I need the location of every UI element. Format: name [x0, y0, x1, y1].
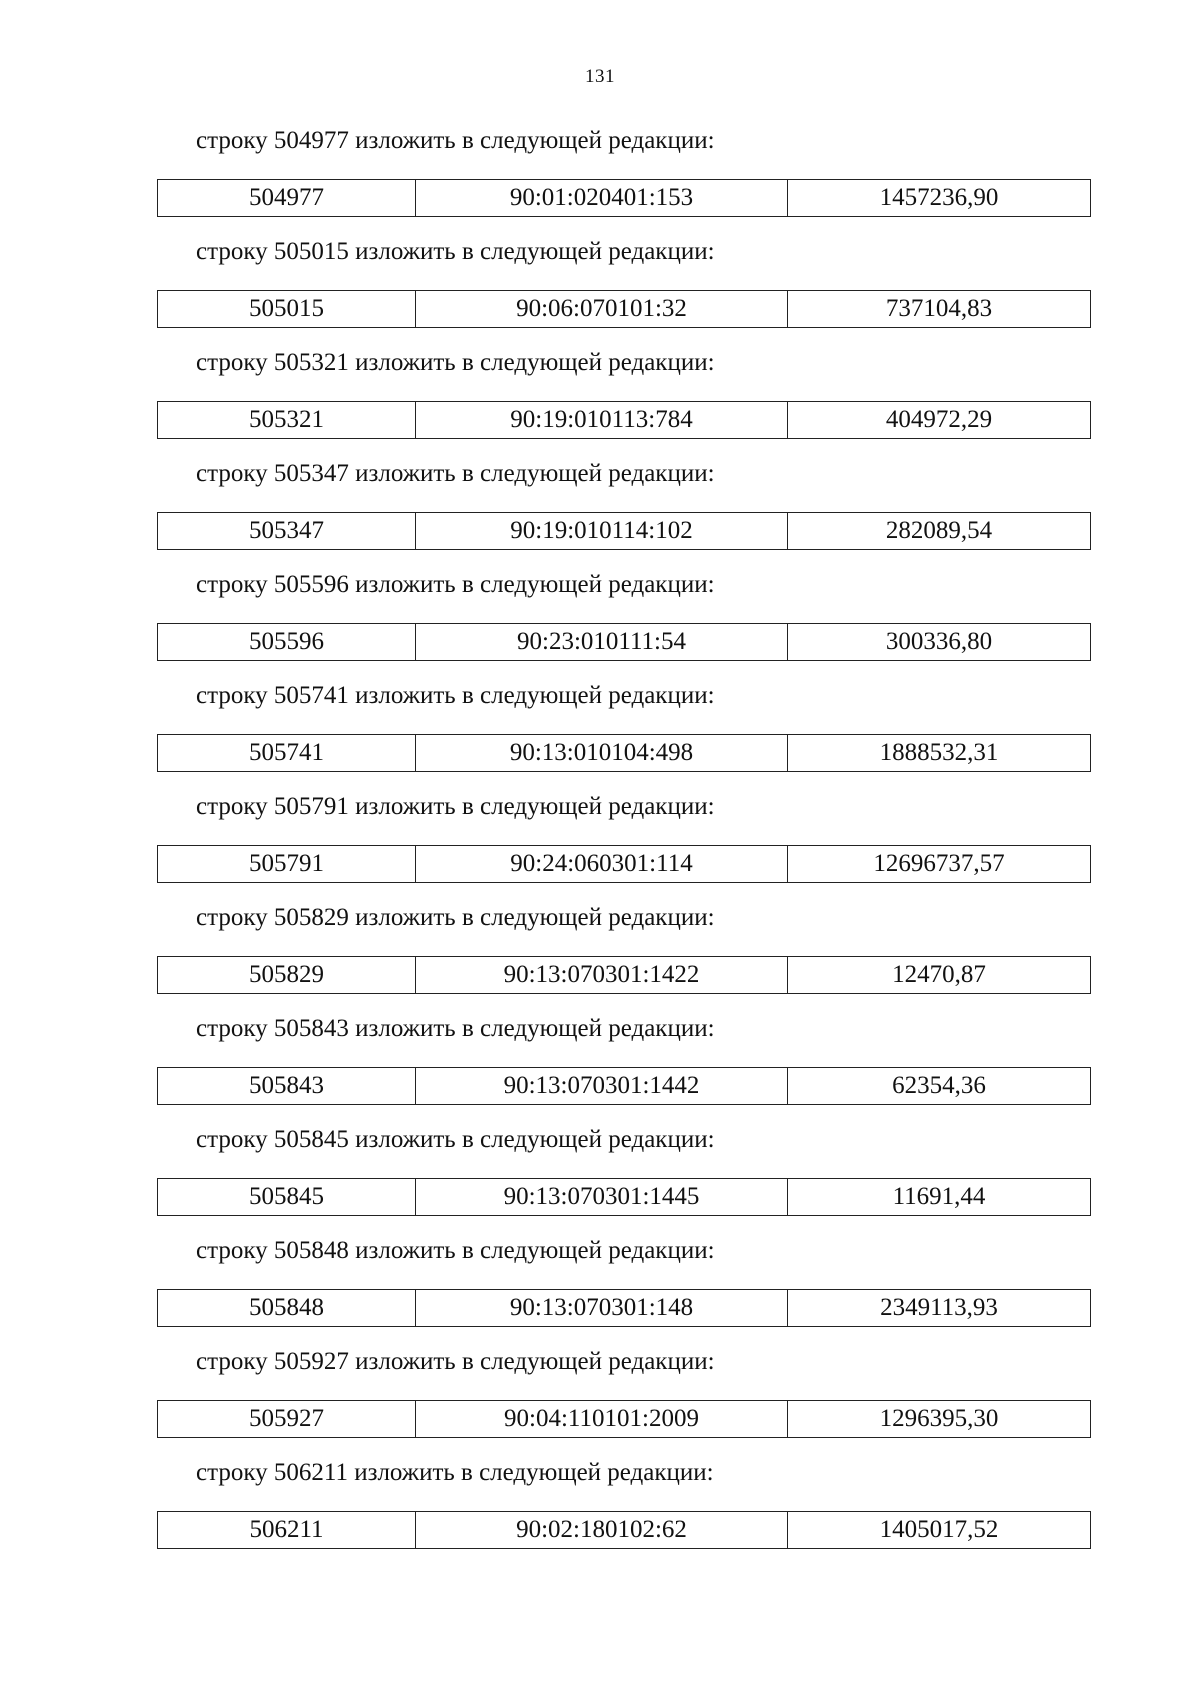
table-row [157, 512, 1091, 550]
amendment-instruction: строку 505791 изложить в следующей редакции: [196, 793, 715, 820]
table-row [157, 734, 1091, 772]
table-row [157, 1511, 1091, 1549]
cadastral-value-cell: 1888532,31 [879, 739, 999, 766]
table-row [157, 1178, 1091, 1216]
cadastral-number-cell: 90:23:010111:54 [416, 624, 788, 660]
amendment-instruction: строку 505741 изложить в следующей редакции: [196, 682, 715, 709]
cadastral-number-cell: 90:01:020401:153 [416, 180, 788, 216]
row-number-cell: 505596 [158, 624, 416, 660]
cadastral-value-cell: 300336,80 [885, 628, 993, 655]
amendment-instruction: строку 505848 изложить в следующей редакции: [196, 1237, 715, 1264]
cadastral-value-cell: 404972,29 [885, 406, 993, 433]
row-number-cell: 505321 [158, 402, 416, 438]
cadastral-number-cell: 90:13:010104:498 [416, 735, 788, 771]
amendment-instruction: строку 505015 изложить в следующей редакции: [196, 238, 715, 265]
table-row [157, 401, 1091, 439]
row-number-cell: 505791 [158, 846, 416, 882]
table-row [157, 956, 1091, 994]
amendment-instruction: строку 505927 изложить в следующей редакции: [196, 1348, 715, 1375]
amendment-entry [0, 448, 1200, 559]
amendment-instruction: строку 505347 изложить в следующей редакции: [196, 460, 715, 487]
cadastral-value-cell: 282089,54 [885, 517, 993, 544]
amendment-instruction: строку 505596 изложить в следующей редакции: [196, 571, 715, 598]
cadastral-number-cell: 90:19:010113:784 [416, 402, 788, 438]
amendment-entry [0, 670, 1200, 781]
cadastral-number-cell: 90:06:070101:32 [416, 291, 788, 327]
table-row [157, 1289, 1091, 1327]
amendment-list [0, 115, 1200, 1558]
cadastral-number-cell: 90:13:070301:148 [416, 1290, 788, 1326]
row-number-cell: 505829 [158, 957, 416, 993]
cadastral-value-cell: 12470,87 [892, 961, 986, 988]
amendment-entry [0, 1225, 1200, 1336]
cadastral-value-cell: 1296395,30 [879, 1405, 999, 1432]
cadastral-value-cell: 2349113,93 [880, 1294, 998, 1321]
cadastral-value-cell: 11691,44 [892, 1183, 986, 1210]
row-number-cell: 505741 [158, 735, 416, 771]
row-number-cell: 505347 [158, 513, 416, 549]
amendment-instruction: строку 505843 изложить в следующей редакции: [196, 1015, 715, 1042]
amendment-instruction: строку 505845 изложить в следующей редакции: [196, 1126, 715, 1153]
page-number: 131 [585, 66, 615, 87]
amendment-entry [0, 781, 1200, 892]
table-row [157, 1067, 1091, 1105]
row-number-cell: 505843 [158, 1068, 416, 1104]
amendment-entry [0, 115, 1200, 226]
amendment-entry [0, 1447, 1200, 1558]
amendment-instruction: строку 506211 изложить в следующей редакции: [196, 1459, 714, 1486]
cadastral-value-cell: 1457236,90 [879, 184, 999, 211]
amendment-entry [0, 337, 1200, 448]
table-row [157, 845, 1091, 883]
row-number-cell: 506211 [158, 1512, 416, 1548]
cadastral-number-cell: 90:24:060301:114 [416, 846, 788, 882]
cadastral-number-cell: 90:02:180102:62 [416, 1512, 788, 1548]
cadastral-number-cell: 90:13:070301:1445 [416, 1179, 788, 1215]
cadastral-value-cell: 737104,83 [885, 295, 993, 322]
cadastral-value-cell: 62354,36 [892, 1072, 986, 1099]
table-row [157, 290, 1091, 328]
amendment-entry [0, 1336, 1200, 1447]
amendment-entry [0, 559, 1200, 670]
table-row [157, 179, 1091, 217]
amendment-entry [0, 1003, 1200, 1114]
amendment-entry [0, 226, 1200, 337]
cadastral-value-cell: 1405017,52 [879, 1516, 999, 1543]
row-number-cell: 505015 [158, 291, 416, 327]
row-number-cell: 505845 [158, 1179, 416, 1215]
amendment-instruction: строку 505321 изложить в следующей редакции: [196, 349, 715, 376]
amendment-instruction: строку 504977 изложить в следующей редакции: [196, 127, 715, 154]
table-row [157, 623, 1091, 661]
row-number-cell: 505848 [158, 1290, 416, 1326]
amendment-instruction: строку 505829 изложить в следующей редакции: [196, 904, 715, 931]
row-number-cell: 504977 [158, 180, 416, 216]
amendment-entry [0, 1114, 1200, 1225]
row-number-cell: 505927 [158, 1401, 416, 1437]
amendment-entry [0, 892, 1200, 1003]
cadastral-value-cell: 12696737,57 [873, 850, 1005, 877]
cadastral-number-cell: 90:19:010114:102 [416, 513, 788, 549]
cadastral-number-cell: 90:13:070301:1442 [416, 1068, 788, 1104]
cadastral-number-cell: 90:13:070301:1422 [416, 957, 788, 993]
table-row [157, 1400, 1091, 1438]
cadastral-number-cell: 90:04:110101:2009 [416, 1401, 788, 1437]
